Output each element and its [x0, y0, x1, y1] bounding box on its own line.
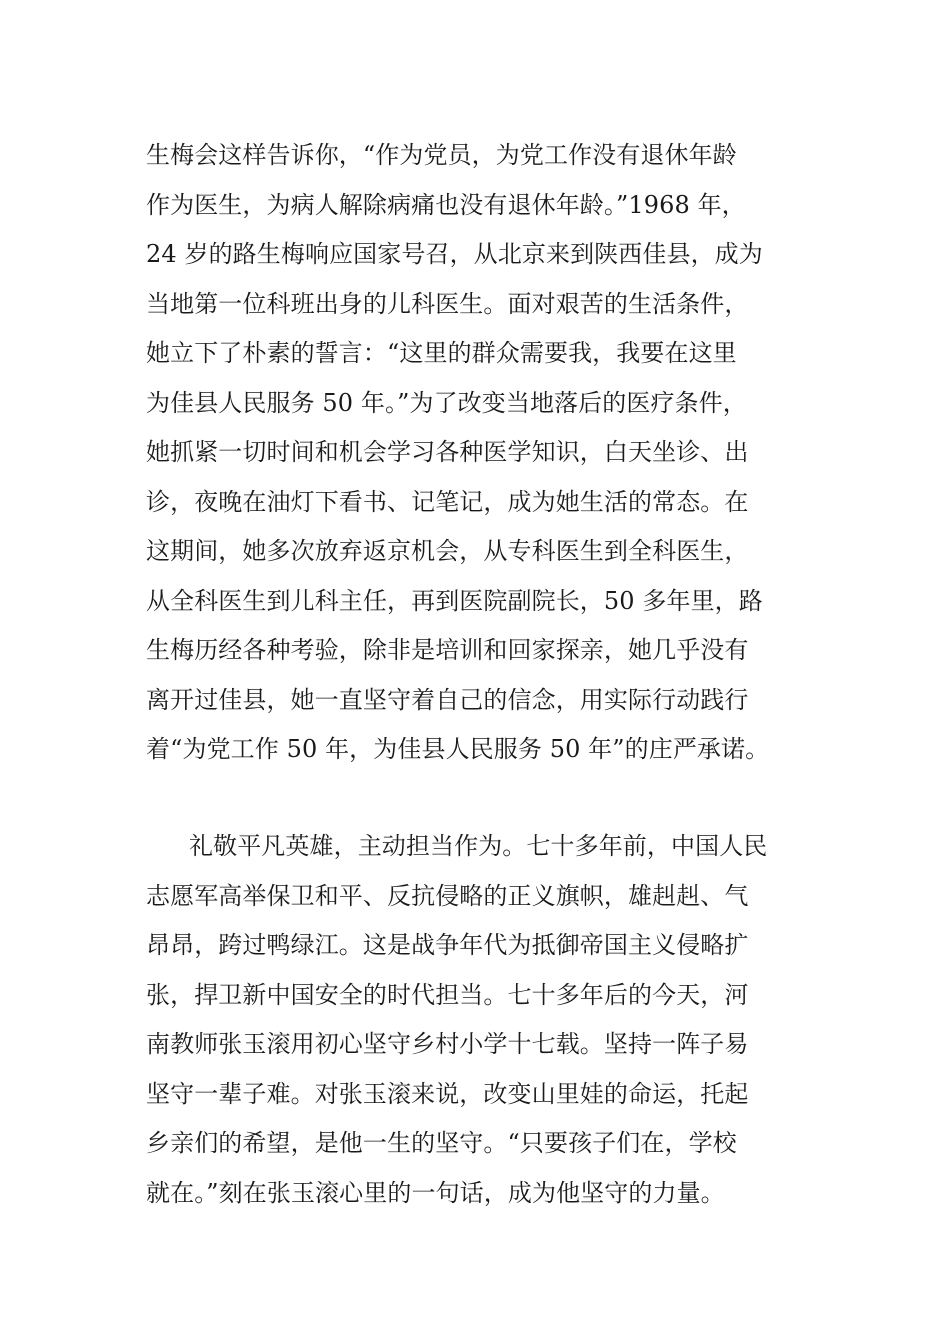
text-line: 昂昂，跨过鸭绿江。这是战争年代为抵御帝国主义侵略扩 [146, 931, 749, 959]
text-line: 诊，夜晚在油灯下看书、记笔记，成为她生活的常态。在 [146, 487, 749, 516]
text-line: 志愿军高举保卫和平、反抗侵略的正义旗帜，雄赳赳、气 [146, 881, 749, 910]
text-line: 着“为党工作 50 年，为佳县人民服务 50 年”的庄严承诺。 [146, 735, 770, 763]
text-line: 她抓紧一切时间和机会学习各种医学知识，白天坐诊、出 [146, 438, 749, 466]
text-line: 这期间，她多次放弃返京机会，从专科医生到全科医生， [146, 537, 749, 565]
text-line: 生梅会这样告诉你，“作为党员，为党工作没有退休年龄 [146, 141, 737, 169]
text-line: 离开过佳县，她一直坚守着自己的信念，用实际行动践行 [146, 685, 749, 714]
paragraph-ordinary-heroes [146, 822, 767, 1218]
text-line: 生梅历经各种考验，除非是培训和回家探亲，她几乎没有 [146, 636, 749, 664]
text-line: 她立下了朴素的誓言：“这里的群众需要我，我要在这里 [146, 339, 737, 367]
paragraph-lu-shengmei [146, 131, 769, 775]
text-line: 24 岁的路生梅响应国家号召，从北京来到陕西佳县，成为 [146, 240, 763, 268]
text-line: 乡亲们的希望，是他一生的坚守。“只要孩子们在，学校 [146, 1129, 737, 1157]
text-line: 作为医生，为病人解除病痛也没有退休年龄。”1968 年， [146, 190, 746, 219]
text-line: 为佳县人民服务 50 年。”为了改变当地落后的医疗条件， [146, 388, 747, 417]
text-line: 南教师张玉滚用初心坚守乡村小学十七载。坚持一阵子易 [146, 1030, 749, 1058]
text-line: 从全科医生到儿科主任，再到医院副院长，50 多年里，路 [146, 586, 763, 615]
text-line: 就在。”刻在张玉滚心里的一句话，成为他坚守的力量。 [146, 1178, 725, 1207]
text-line: 当地第一位科班出身的儿科医生。面对艰苦的生活条件， [146, 289, 749, 318]
text-line: 张，捍卫新中国安全的时代担当。七十多年后的今天，河 [146, 980, 749, 1009]
text-line-first: 礼敬平凡英雄，主动担当作为。七十多年前，中国人民 [189, 832, 768, 860]
text-line: 坚守一辈子难。对张玉滚来说，改变山里娃的命运，托起 [146, 1079, 749, 1108]
